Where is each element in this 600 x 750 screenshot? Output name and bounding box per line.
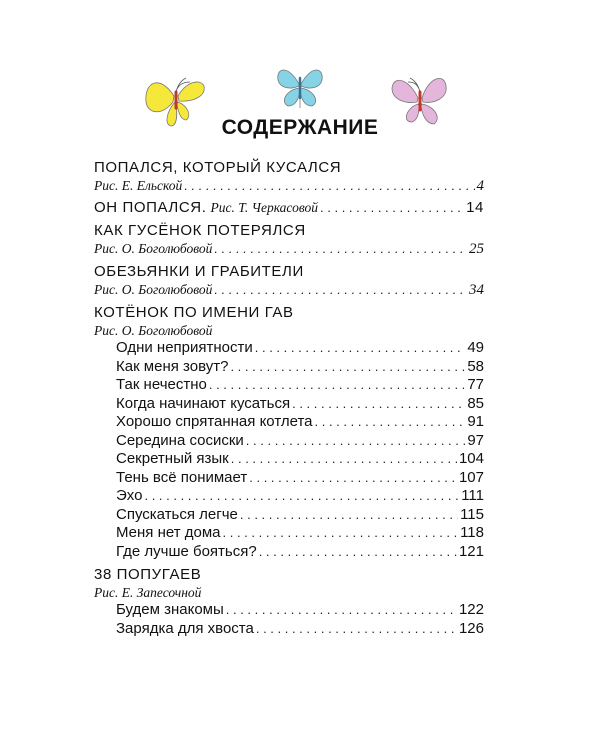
section-title: 38 ПОПУГАЕВ — [94, 566, 202, 583]
page-number: 14 — [466, 199, 484, 216]
section-title: ОБЕЗЬЯНКИ И ГРАБИТЕЛИ — [94, 263, 304, 280]
dot-leader — [240, 506, 458, 525]
blue-butterfly-icon — [272, 58, 328, 116]
toc-entry[interactable] — [116, 601, 484, 620]
section-title: КАК ГУСЁНОК ПОТЕРЯЛСЯ — [94, 222, 306, 239]
chapter-title: Меня нет дома — [116, 524, 221, 541]
section-title: КОТЁНОК ПО ИМЕНИ ГАВ — [94, 304, 294, 321]
section-title: ОН ПОПАЛСЯ. — [94, 199, 207, 216]
page-title: СОДЕРЖАНИЕ — [221, 116, 379, 139]
page-number: 122 — [458, 601, 484, 618]
chapter-title: Эхо — [116, 487, 143, 504]
page-number: 97 — [467, 431, 484, 449]
page-number: 49 — [467, 339, 484, 356]
dot-leader — [249, 469, 457, 488]
illustrator-credit: Рис. Е. Запесочной — [94, 585, 202, 600]
toc-entry[interactable] — [94, 199, 484, 217]
chapter-title: Тень всё понимает — [116, 468, 248, 486]
chapter-title: Секретный язык — [116, 450, 229, 467]
toc-entry[interactable] — [116, 506, 484, 525]
illustrator-credit: Рис. Е. Ельской — [94, 178, 183, 193]
dot-leader — [246, 432, 466, 451]
toc-section — [94, 565, 484, 638]
illustrator-credit: Рис. О. Боголюбовой — [94, 282, 213, 297]
dot-leader — [184, 177, 474, 195]
dot-leader — [259, 543, 457, 562]
toc-section — [94, 158, 484, 195]
toc-section — [94, 221, 484, 258]
toc-entry[interactable] — [116, 376, 484, 395]
page-number: 118 — [460, 524, 484, 541]
dot-leader — [214, 240, 467, 258]
chapter-title: Зарядка для хвоста — [116, 619, 254, 637]
page-number: 58 — [467, 357, 484, 375]
toc-entry[interactable] — [116, 339, 484, 358]
chapter-title: Так нечестно — [116, 376, 207, 393]
dot-leader — [320, 199, 464, 217]
page-number: 104 — [458, 450, 484, 467]
chapter-title: Когда начинают кусаться — [116, 394, 291, 412]
toc-entry[interactable] — [116, 358, 484, 377]
chapter-list — [116, 339, 484, 561]
chapter-title: Где лучше бояться? — [116, 542, 257, 560]
toc-entry[interactable] — [116, 524, 484, 543]
page-number: 115 — [460, 505, 484, 523]
toc-entry[interactable] — [116, 413, 484, 432]
page-number: 121 — [458, 542, 484, 560]
dot-leader — [231, 450, 457, 469]
page-number: 111 — [461, 487, 484, 504]
dot-leader — [255, 339, 466, 358]
toc-entry[interactable] — [116, 450, 484, 469]
toc-section — [94, 262, 484, 299]
chapter-title: Одни неприятности — [116, 339, 253, 356]
chapter-title: Будем знакомы — [116, 601, 224, 618]
toc-entry[interactable] — [116, 469, 484, 488]
toc-entry[interactable] — [116, 620, 484, 639]
page-number: 4 — [476, 178, 484, 194]
illustrator-credit: Рис. О. Боголюбовой — [94, 323, 213, 338]
toc-section — [94, 303, 484, 561]
toc-entry[interactable] — [94, 177, 484, 195]
page-number: 25 — [469, 241, 484, 257]
chapter-title: Как меня зовут? — [116, 357, 229, 375]
dot-leader — [214, 281, 467, 299]
toc-section — [94, 199, 484, 217]
page-number: 91 — [467, 413, 484, 430]
chapter-title: Спускаться легче — [116, 505, 238, 523]
toc-entry[interactable] — [116, 432, 484, 451]
dot-leader — [292, 395, 465, 414]
dot-leader — [230, 358, 465, 377]
illustrator-credit: Рис. О. Боголюбовой — [94, 241, 213, 256]
chapter-title: Середина сосиски — [116, 431, 244, 449]
page-number: 34 — [469, 282, 484, 298]
page-number: 77 — [467, 376, 484, 393]
toc-entry[interactable] — [116, 395, 484, 414]
page-number: 85 — [467, 394, 484, 412]
illustrator-credit: Рис. Т. Черкасовой — [210, 200, 319, 215]
dot-leader — [315, 413, 466, 432]
chapter-list — [116, 601, 484, 638]
dot-leader — [209, 376, 465, 395]
toc-entry[interactable] — [94, 240, 484, 258]
dot-leader — [226, 601, 457, 620]
dot-leader — [256, 620, 457, 639]
table-of-contents — [94, 158, 484, 642]
page-number: 107 — [458, 468, 484, 486]
dot-leader — [223, 524, 459, 543]
toc-entry[interactable] — [116, 543, 484, 562]
section-title: ПОПАЛСЯ, КОТОРЫЙ КУСАЛСЯ — [94, 159, 342, 176]
chapter-title: Хорошо спрятанная котлета — [116, 413, 313, 430]
page-number: 126 — [458, 619, 484, 637]
toc-entry[interactable] — [116, 487, 484, 506]
toc-entry[interactable] — [94, 281, 484, 299]
dot-leader — [144, 487, 459, 506]
